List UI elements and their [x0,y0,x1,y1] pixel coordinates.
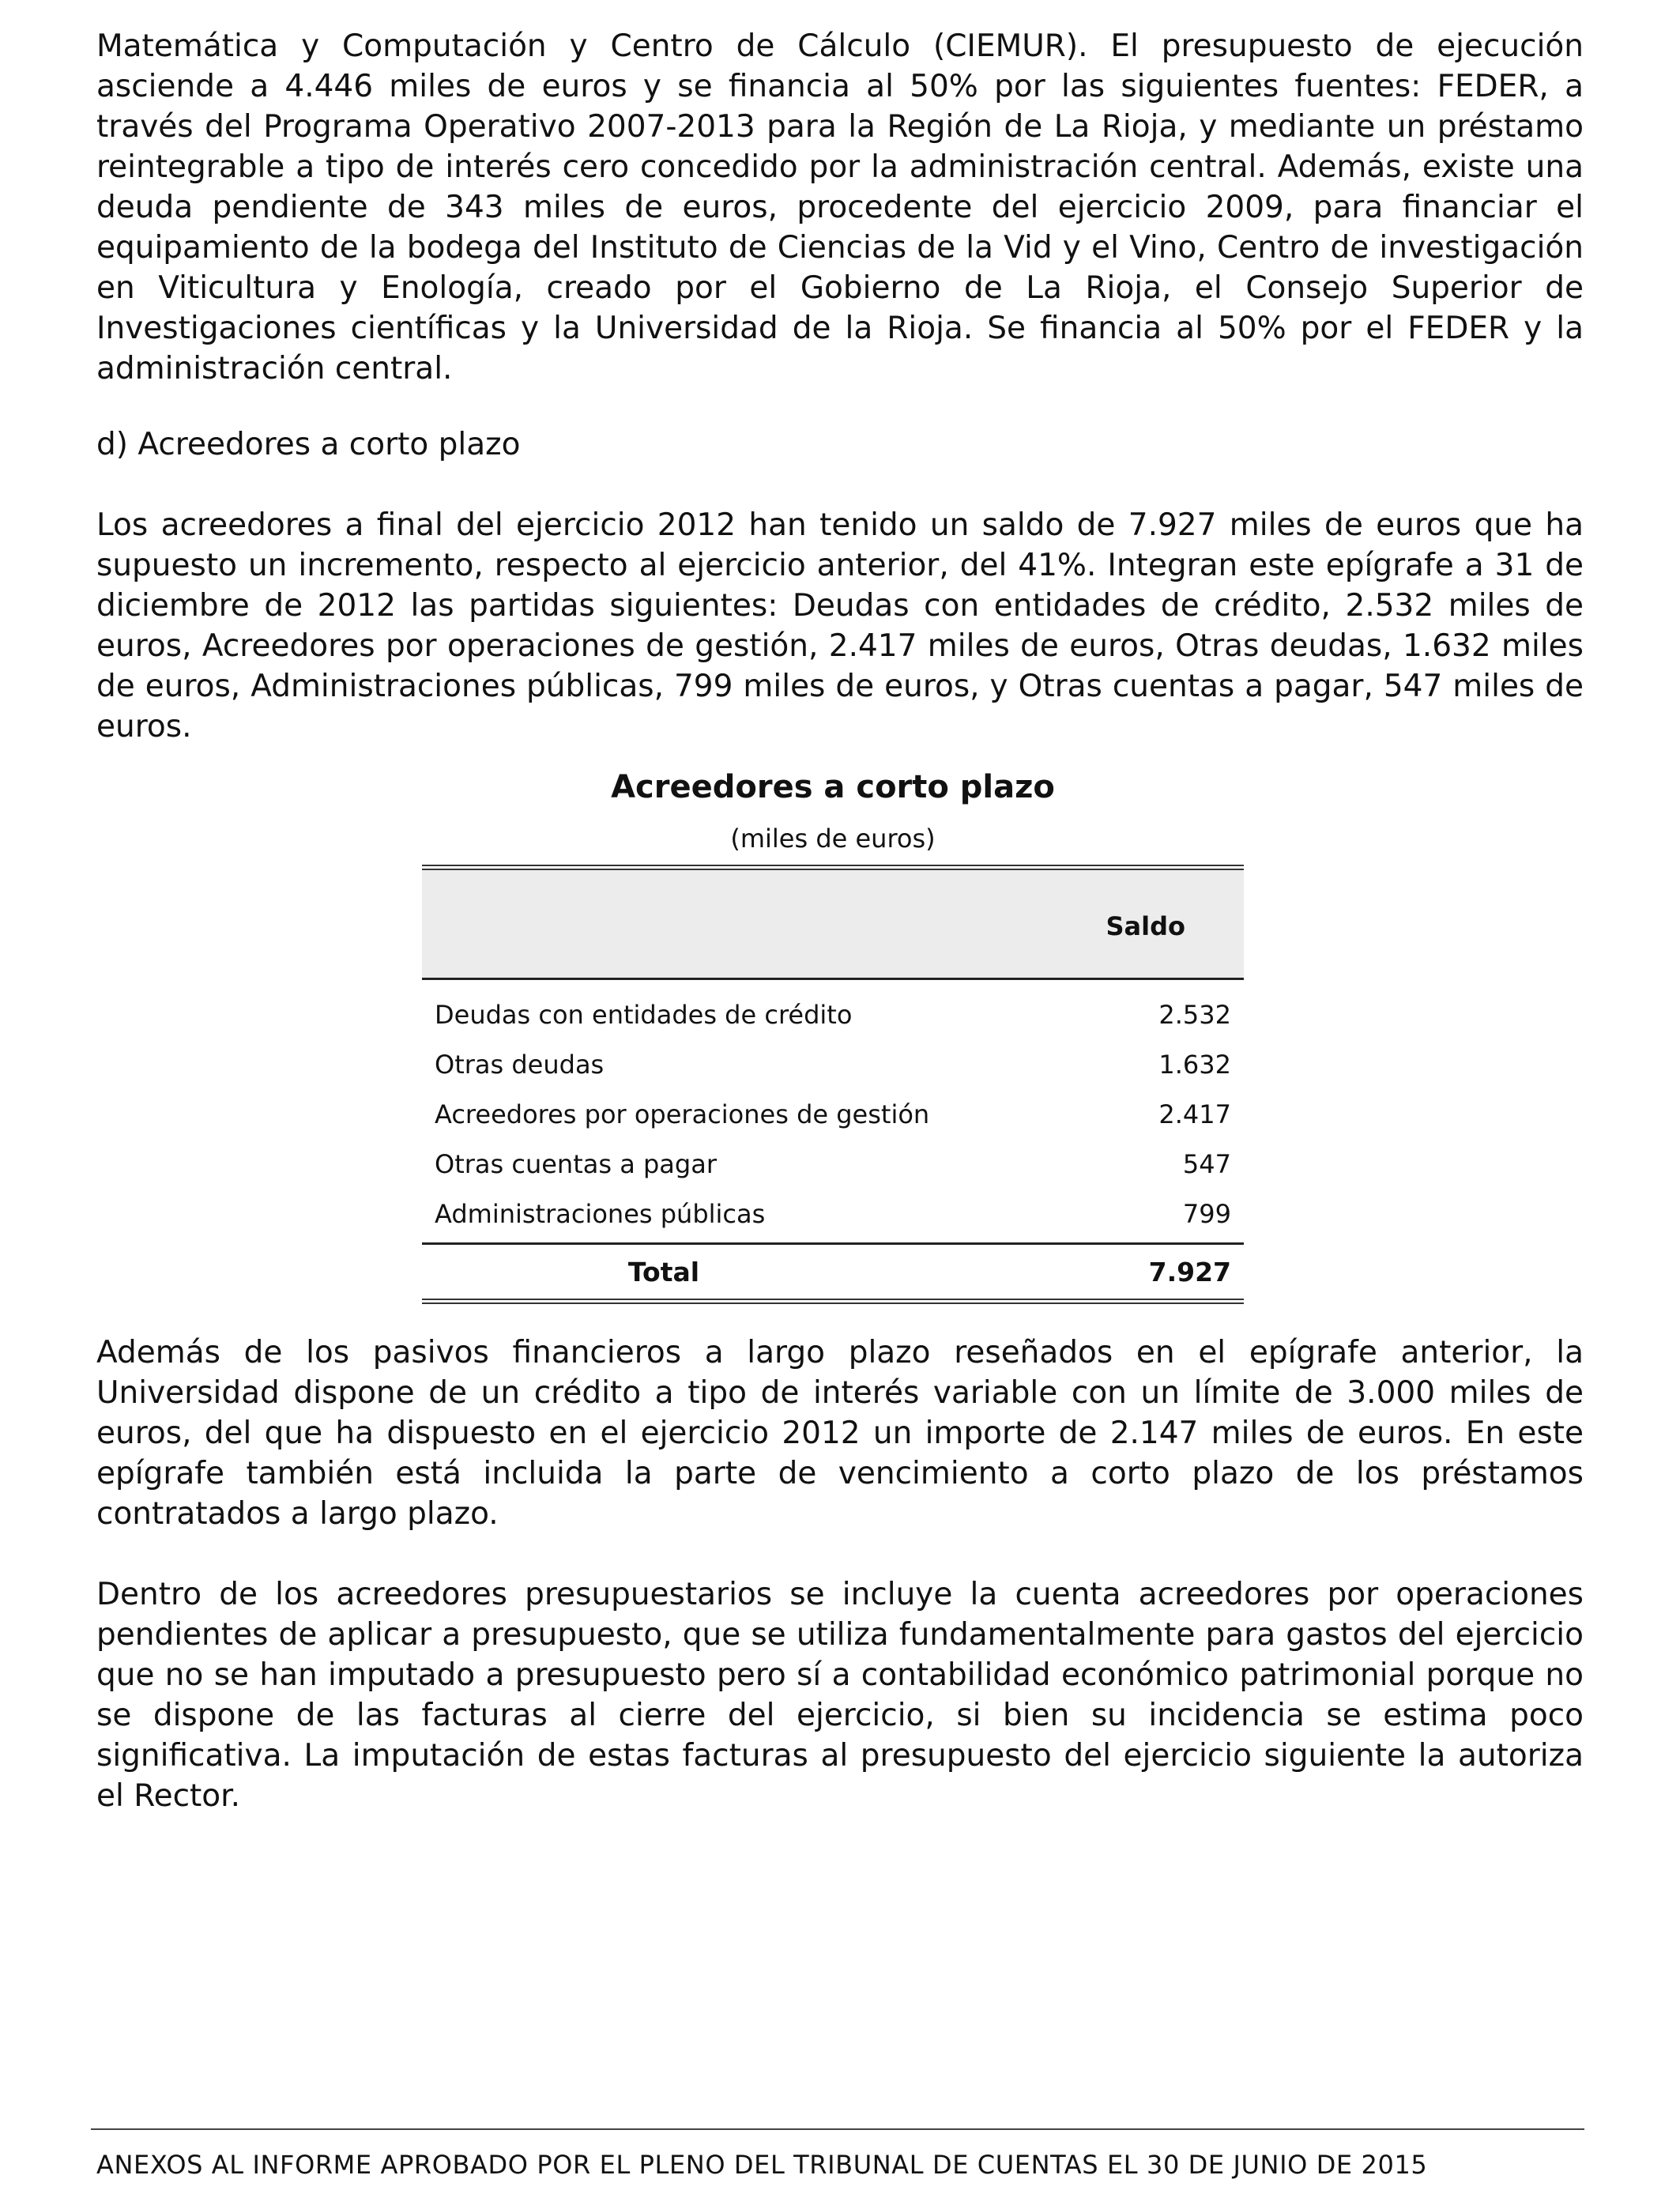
table-row [422,990,1244,1039]
row-value: 547 [1182,1148,1231,1179]
row-label: Acreedores por operaciones de gestión [435,1099,930,1129]
section-heading-acreedores: d) Acreedores a corto plazo [96,427,521,462]
table-row [422,1139,1244,1189]
footer-divider [91,2128,1584,2130]
table-header [422,870,1244,978]
table-body [422,980,1244,1238]
row-value: 2.532 [1158,999,1231,1030]
table-title: Acreedores a corto plazo [611,769,1055,805]
row-label: Administraciones públicas [435,1198,766,1229]
row-value: 2.417 [1158,1099,1231,1129]
row-label: Otras deudas [435,1049,605,1080]
row-value: 1.632 [1158,1049,1231,1080]
total-label: Total [627,1256,700,1287]
table-subtitle: (miles de euros) [730,824,936,854]
table-row [422,1189,1244,1238]
row-label: Otras cuentas a pagar [435,1148,717,1179]
row-value: 799 [1182,1198,1231,1229]
acreedores-table [422,865,1244,1304]
paragraph-pasivos-financieros: Además de los pasivos financieros a largo plazo reseñados en el epígrafe anterior, la Universidad dispone de un crédito a tipo de interés variable con un límite de 3.000 miles de euros, del que ha dispuesto en el ejercicio 2012 un importe de 2.147 miles de euros. En este epígrafe también está incluida la parte de vencimiento a corto plazo de los préstamos contratados a largo plazo. [96,1335,1584,1532]
paragraph-acreedores-saldo: Los acreedores a final del ejercicio 2012 han tenido un saldo de 7.927 miles de euros que ha supuesto un incremento, respecto al ejercicio anterior, del 41%. Integran este epígrafe a 31 de diciembre de 2012 las partidas siguientes: Deudas con entidades de crédito, 2.532 miles de euros, Acreedores por operaciones de gestión, 2.417 miles de euros, Otras deudas, 1.632 miles de euros, Administraciones públicas, 799 miles de euros, y Otras cuentas a pagar, 547 miles de euros. [96,507,1584,745]
table-total-row [422,1245,1244,1299]
table-row [422,1039,1244,1089]
page-footer: ANEXOS AL INFORME APROBADO POR EL PLENO DEL TRIBUNAL DE CUENTAS EL 30 DE JUNIO DE 2015 [96,2150,1428,2180]
table-row [422,1089,1244,1139]
paragraph-acreedores-presupuestarios: Dentro de los acreedores presupuestarios se incluye la cuenta acreedores por operaciones pendientes de aplicar a presupuesto, que se utiliza fundamentalmente para gastos del ejercicio que no se han imputado a presupuesto pero sí a contabilidad económico patrimonial porque no se dispone de las facturas al cierre del ejercicio, si bien su incidencia se estima poco significativa. La imputación de estas facturas al presupuesto del ejercicio siguiente la autoriza el Rector. [96,1577,1584,1814]
table-top-double-rule [422,865,1244,870]
row-label: Deudas con entidades de crédito [435,999,853,1030]
total-value: 7.927 [1148,1256,1231,1287]
table-bottom-double-rule [422,1299,1244,1304]
column-header-saldo: Saldo [1106,911,1185,941]
paragraph-ciemur-financing: Matemática y Computación y Centro de Cálculo (CIEMUR). El presupuesto de ejecución asciende a 4.446 miles de euros y se financia al 50% por las siguientes fuentes: FEDER, a través del Programa Operativo 2007-2013 para la Región de La Rioja, y mediante un préstamo reintegrable a tipo de interés cero concedido por la administración central. Además, existe una deuda pendiente de 343 miles de euros, procedente del ejercicio 2009, para financiar el equipamiento de la bodega del Instituto de Ciencias de la Vid y el Vino, Centro de investigación en Viticultura y Enología, creado por el Gobierno de La Rioja, el Consejo Superior de Investigaciones científicas y la Universidad de la Rioja. Se financia al 50% por el FEDER y la administración central. [96,28,1584,386]
